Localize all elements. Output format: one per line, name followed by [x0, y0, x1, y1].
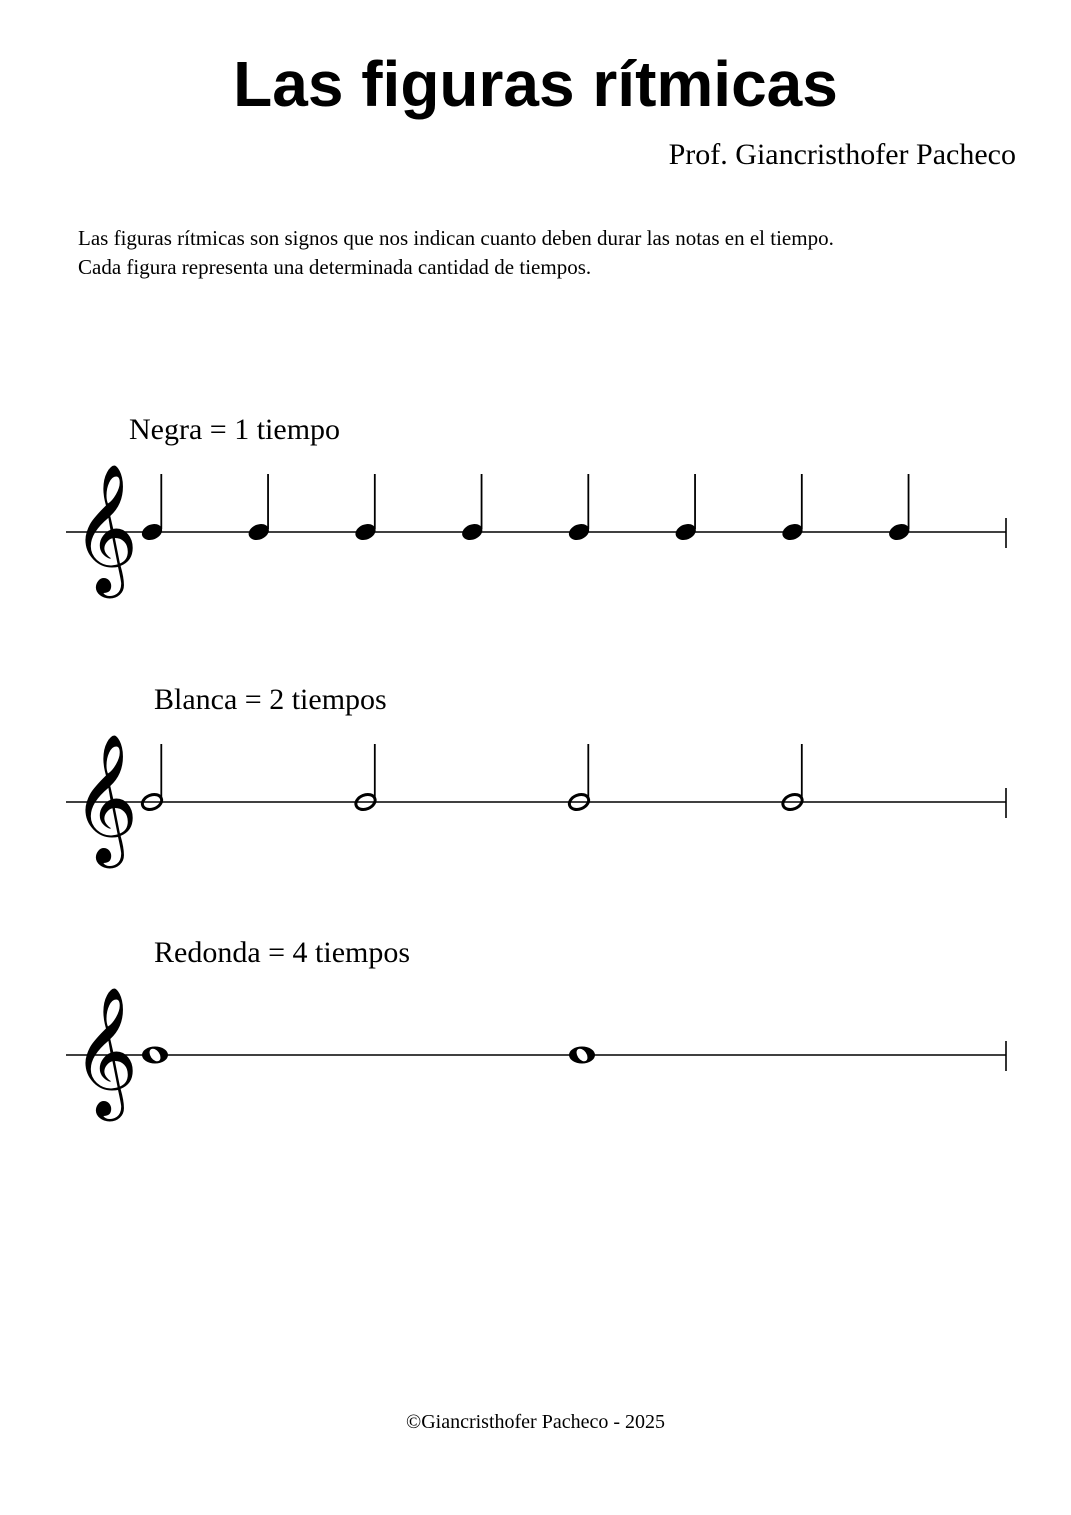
intro-line-2: Cada figura representa una determinada cantidad de tiempos. — [78, 255, 592, 279]
intro-text — [78, 224, 1038, 282]
negra-note — [673, 474, 698, 543]
copyright-footer: ©Giancristhofer Pacheco - 2025 — [406, 1411, 665, 1433]
intro-line-1: Las figuras rítmicas son signos que nos indican cuanto deben durar las notas en el tiempo. — [78, 226, 834, 250]
negra-note — [566, 474, 591, 543]
staff-system-redonda — [0, 933, 1071, 1116]
redonda-note — [142, 1047, 168, 1064]
staff-blanca — [0, 680, 1071, 863]
treble-clef-icon: 𝄞 — [72, 986, 139, 1116]
negra-note — [887, 474, 912, 543]
treble-clef-icon: 𝄞 — [72, 733, 139, 863]
staff-system-negra — [0, 410, 1071, 593]
negra-note — [460, 474, 485, 543]
treble-clef-icon: 𝄞 — [72, 463, 139, 593]
negra-note — [139, 474, 164, 543]
negra-note — [780, 474, 805, 543]
negra-note — [246, 474, 271, 543]
figure-label-blanca: Blanca = 2 tiempos — [154, 683, 387, 716]
redonda-note — [569, 1047, 595, 1064]
figure-label-negra: Negra = 1 tiempo — [129, 413, 341, 446]
staff-redonda — [0, 933, 1071, 1116]
negra-note — [353, 474, 378, 543]
staff-system-blanca — [0, 680, 1071, 863]
staff-negra — [0, 410, 1071, 593]
page-title: Las figuras rítmicas — [233, 48, 838, 120]
author-name: Prof. Giancristhofer Pacheco — [668, 138, 1016, 171]
figure-label-redonda: Redonda = 4 tiempos — [154, 936, 411, 969]
